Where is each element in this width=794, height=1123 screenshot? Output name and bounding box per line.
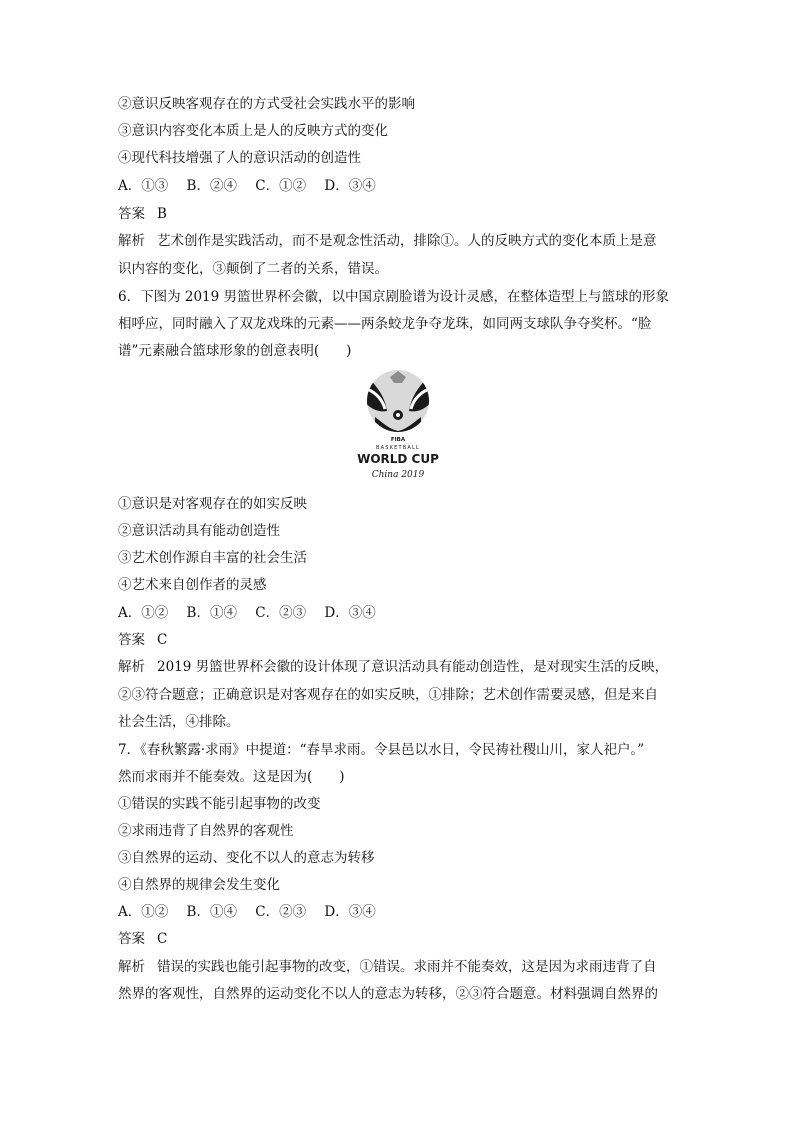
- answer-label: 答案: [118, 632, 145, 648]
- q6-options: [118, 603, 390, 623]
- q6-option-c: C．②③: [255, 605, 307, 621]
- q7-options: [118, 902, 390, 922]
- q6-statement-2: ②意识活动具有能动创造性: [118, 523, 280, 539]
- q5-option-a: A．①③: [118, 178, 169, 194]
- q7-statement-4: ④自然界的规律会发生变化: [118, 877, 280, 893]
- q6-statement-4: ④艺术来自创作者的灵感: [118, 577, 267, 593]
- logo-org-text: FIBA: [390, 437, 406, 443]
- q5-statement-4: ④现代科技增强了人的意识活动的创造性: [118, 150, 361, 166]
- q7-answer-value: C: [157, 931, 168, 947]
- q6-analysis-text-1: 2019 男篮世界杯会徽的设计体现了意识活动具有能动创造性，是对现实生活的反映，: [157, 659, 669, 675]
- q6-stem-2: 相呼应，同时融入了双龙戏珠的元素——两条蛟龙争夺龙珠，如同两支球队争夺奖杯。“脸: [118, 316, 652, 332]
- q5-analysis-2: 识内容的变化，③颠倒了二者的关系，错误。: [118, 261, 388, 277]
- q7-stem-1: 7．《春秋繁露·求雨》中提道：“春旱求雨。令县邑以水日，令民祷社稷山川，家人祀户。”: [118, 742, 645, 758]
- q6-option-b: B．①④: [186, 605, 237, 621]
- answer-label: 答案: [118, 931, 145, 947]
- q5-option-d: D．③④: [324, 178, 376, 194]
- q7-analysis-text-1: 错误的实践也能引起事物的改变，①错误。求雨并不能奏效，这是因为求雨违背了自: [157, 959, 657, 975]
- q5-answer: [118, 204, 167, 224]
- q6-analysis-1: [118, 657, 668, 677]
- q6-option-d: D．③④: [324, 605, 376, 621]
- q7-option-c: C．②③: [255, 904, 307, 920]
- logo-place-text: China 2019: [371, 470, 425, 480]
- logo-name-text: WORLD CUP: [357, 452, 439, 466]
- q6-stem-1: 6．下图为 2019 男篮世界杯会徽，以中国京剧脸谱为设计灵感，在整体造型上与篮球的形象: [118, 289, 670, 305]
- q6-answer: [118, 630, 167, 650]
- q5-answer-value: B: [157, 206, 167, 222]
- analysis-label: 解析: [118, 233, 145, 249]
- q7-option-a: A．①②: [118, 904, 169, 920]
- q6-option-a: A．①②: [118, 605, 169, 621]
- q7-analysis-1: [118, 957, 657, 977]
- answer-label: 答案: [118, 206, 145, 222]
- q7-option-d: D．③④: [324, 904, 376, 920]
- q7-analysis-2: 然界的客观性，自然界的运动变化不以人的意志为转移，②③符合题意。材料强调自然界的: [118, 986, 658, 1002]
- q7-statement-2: ②求雨违背了自然界的客观性: [118, 823, 294, 839]
- q5-option-c: C．①②: [255, 178, 307, 194]
- q5-statement-2: ②意识反映客观存在的方式受社会实践水平的影响: [118, 96, 415, 112]
- q5-options: [118, 176, 390, 196]
- q7-statement-1: ①错误的实践不能引起事物的改变: [118, 796, 321, 812]
- q7-stem-2: 然而求雨并不能奏效。这是因为( ): [118, 769, 345, 785]
- q5-option-b: B．②④: [186, 178, 237, 194]
- q6-analysis-3: 社会生活，④排除。: [118, 714, 240, 730]
- analysis-label: 解析: [118, 659, 145, 675]
- q6-statement-3: ③艺术创作源自丰富的社会生活: [118, 550, 307, 566]
- logo-sub-text: BASKETBALL: [376, 445, 420, 451]
- q7-answer: [118, 929, 167, 949]
- fiba-world-cup-logo: [357, 367, 439, 483]
- q6-stem-3: 谱”元素融合篮球形象的创意表明( ): [118, 343, 352, 359]
- q5-analysis-1: [118, 231, 657, 251]
- q7-statement-3: ③自然界的运动、变化不以人的意志为转移: [118, 850, 375, 866]
- q6-statement-1: ①意识是对客观存在的如实反映: [118, 496, 307, 512]
- q7-option-b: B．①④: [186, 904, 237, 920]
- q6-analysis-2: ②③符合题意；正确意识是对客观存在的如实反映，①排除；艺术创作需要灵感，但是来自: [118, 687, 658, 703]
- q6-answer-value: C: [157, 632, 168, 648]
- q5-statement-3: ③意识内容变化本质上是人的反映方式的变化: [118, 123, 388, 139]
- analysis-label: 解析: [118, 959, 145, 975]
- q5-analysis-text-1: 艺术创作是实践活动，而不是观念性活动，排除①。人的反映方式的变化本质上是意: [157, 233, 657, 249]
